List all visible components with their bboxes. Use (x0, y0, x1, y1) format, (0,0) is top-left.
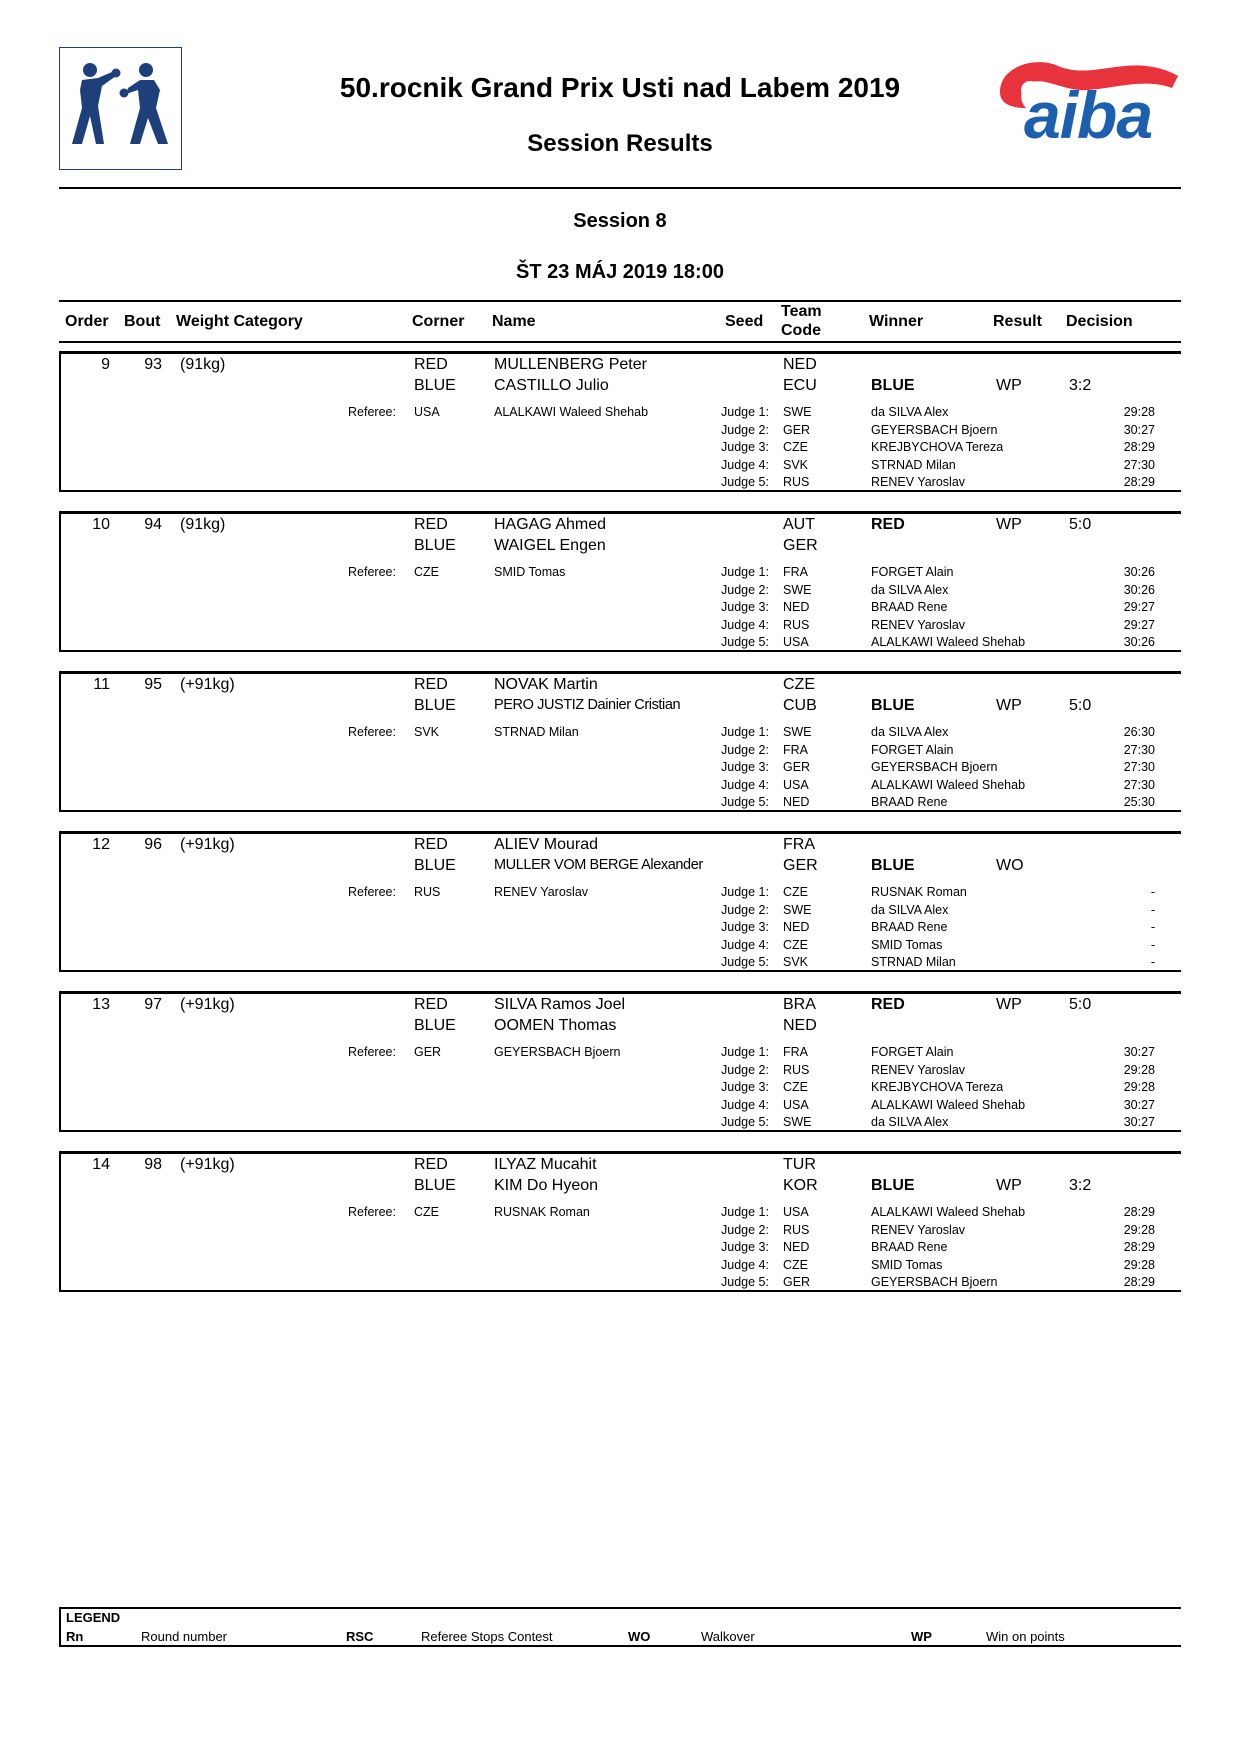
red-team-code: TUR (783, 1156, 816, 1173)
judge-label: Judge 3: (721, 600, 769, 614)
judge-name: da SILVA Alex (871, 582, 949, 597)
judge-label: Judge 2: (721, 582, 769, 597)
decision: 5:0 (1069, 516, 1092, 533)
judge-name: ALALKAWI Waleed Shehab (871, 635, 1026, 649)
judge-score: 30:27 (1123, 422, 1155, 437)
judge-score: 30:27 (1123, 1115, 1155, 1129)
event-title: 50.rocnik Grand Prix Usti nad Labem 2019 (339, 72, 901, 103)
result: WP (996, 996, 1022, 1013)
judge-label: Judge 1: (721, 725, 769, 739)
red-team-code: CZE (783, 676, 815, 693)
col-order: Order (65, 313, 109, 330)
judge-name: RENEV Yaroslav (871, 475, 966, 489)
legend-text-rsc: Referee Stops Contest (421, 1629, 553, 1644)
bout-number: 97 (144, 996, 162, 1013)
header-divider (59, 187, 1181, 189)
judge-code: FRA (783, 1045, 808, 1059)
bout-order: 11 (93, 676, 110, 693)
judge-name: FORGET Alain (871, 742, 954, 757)
winner: BLUE (871, 377, 915, 394)
weight-category: (+91kg) (180, 996, 235, 1013)
blue-boxer-name: OOMEN Thomas (494, 1017, 617, 1034)
bout-block (59, 671, 1181, 812)
judge-score: - (1150, 920, 1155, 934)
legend-code-wo: WO (628, 1629, 651, 1644)
referee-name: ALALKAWI Waleed Shehab (494, 405, 649, 419)
judge-label: Judge 4: (721, 617, 769, 632)
judge-code: SWE (783, 582, 812, 597)
judge-name: GEYERSBACH Bjoern (871, 1275, 998, 1289)
legend (59, 1607, 1181, 1647)
judge-code: USA (783, 635, 809, 649)
corner-red: RED (414, 1156, 448, 1173)
judge-name: RENEV Yaroslav (871, 617, 966, 632)
winner: BLUE (871, 857, 915, 874)
judge-label: Judge 2: (721, 1222, 769, 1237)
blue-boxer-name: WAIGEL Engen (494, 537, 606, 554)
blue-team-code: ECU (783, 377, 817, 394)
bout-block (59, 831, 1181, 972)
weight-category: (+91kg) (180, 676, 235, 693)
judge-score: 29:28 (1123, 1257, 1155, 1272)
col-team: Team (781, 303, 822, 320)
judge-name: da SILVA Alex (871, 725, 949, 739)
referee-code: CZE (414, 565, 439, 579)
result: WP (996, 697, 1022, 714)
judge-score: 28:29 (1123, 440, 1155, 454)
judge-code: SWE (783, 405, 812, 419)
judge-label: Judge 1: (721, 1205, 769, 1219)
corner-blue: BLUE (414, 1017, 456, 1034)
referee-label: Referee: (348, 565, 396, 579)
col-bout: Bout (124, 313, 161, 330)
judge-code: USA (783, 1097, 809, 1112)
referee-label: Referee: (348, 1205, 396, 1219)
result: WO (996, 857, 1024, 874)
judge-name: da SILVA Alex (871, 902, 949, 917)
corner-blue: BLUE (414, 1177, 456, 1194)
judge-name: KREJBYCHOVA Tereza (871, 1080, 1004, 1094)
col-name: Name (492, 313, 536, 330)
judge-label: Judge 1: (721, 1045, 769, 1059)
judge-score: - (1150, 885, 1155, 899)
judge-code: GER (783, 760, 811, 774)
judge-score: 29:28 (1123, 1080, 1155, 1094)
judge-label: Judge 2: (721, 1062, 769, 1077)
aiba-logo (996, 52, 1180, 164)
blue-boxer-name: KIM Do Hyeon (494, 1177, 599, 1194)
judge-code: CZE (783, 440, 808, 454)
blue-team-code: KOR (783, 1177, 818, 1194)
judge-label: Judge 4: (721, 777, 769, 792)
judge-name: STRNAD Milan (871, 457, 956, 472)
judge-label: Judge 3: (721, 440, 769, 454)
bout-block (59, 1151, 1181, 1292)
judge-code: NED (783, 1240, 810, 1254)
judge-code: CZE (783, 1080, 808, 1094)
col-result: Result (993, 313, 1042, 330)
bout-number: 96 (144, 836, 162, 853)
judge-score: 28:29 (1123, 475, 1155, 489)
judge-score: 27:30 (1123, 777, 1155, 792)
decision: 5:0 (1069, 996, 1092, 1013)
bout-number: 98 (144, 1156, 162, 1173)
judge-name: FORGET Alain (871, 1045, 954, 1059)
judge-score: 29:28 (1123, 405, 1155, 419)
judge-label: Judge 3: (721, 920, 769, 934)
aiba-wordmark: aiba (1024, 78, 1153, 152)
red-boxer-name: MULLENBERG Peter (494, 356, 647, 373)
bout-order: 14 (92, 1156, 110, 1173)
legend-title: LEGEND (66, 1610, 121, 1625)
legend-text-wo: Walkover (701, 1629, 755, 1644)
judge-code: CZE (783, 1257, 808, 1272)
referee-name: RUSNAK Roman (494, 1205, 590, 1219)
judge-code: RUS (783, 1222, 810, 1237)
judge-score: 27:30 (1123, 457, 1155, 472)
judge-code: NED (783, 920, 810, 934)
judge-label: Judge 5: (721, 795, 769, 809)
blue-boxer-name: MULLER VOM BERGE Alexander (494, 857, 703, 873)
red-team-code: NED (783, 356, 817, 373)
judge-label: Judge 5: (721, 475, 769, 489)
result: WP (996, 377, 1022, 394)
judge-code: SVK (783, 955, 809, 969)
bout-block (59, 351, 1181, 492)
judge-score: 30:27 (1123, 1097, 1155, 1112)
judge-code: FRA (783, 565, 808, 579)
referee-code: GER (414, 1045, 442, 1059)
judge-score: 29:27 (1123, 617, 1155, 632)
judge-name: SMID Tomas (871, 1257, 943, 1272)
judge-name: KREJBYCHOVA Tereza (871, 440, 1004, 454)
red-boxer-name: HAGAG Ahmed (494, 516, 607, 533)
judge-label: Judge 5: (721, 955, 769, 969)
judge-score: 25:30 (1123, 795, 1155, 809)
judge-code: RUS (783, 475, 810, 489)
winner: RED (871, 516, 905, 533)
judge-score: 29:28 (1123, 1222, 1155, 1237)
col-weight-category: Weight Category (176, 313, 303, 330)
judge-name: BRAAD Rene (871, 920, 948, 934)
winner: RED (871, 996, 905, 1013)
blue-team-code: NED (783, 1017, 817, 1034)
corner-blue: BLUE (414, 857, 456, 874)
corner-red: RED (414, 996, 448, 1013)
blue-boxer-name: PERO JUSTIZ Dainier Cristian (494, 697, 681, 713)
col-winner: Winner (869, 313, 924, 330)
judge-label: Judge 5: (721, 1275, 769, 1289)
referee-name: GEYERSBACH Bjoern (494, 1045, 621, 1059)
judge-label: Judge 3: (721, 1240, 769, 1254)
judge-name: GEYERSBACH Bjoern (871, 760, 998, 774)
session-title: Session 8 (573, 210, 667, 232)
judge-score: 29:27 (1123, 600, 1155, 614)
result: WP (996, 516, 1022, 533)
corner-red: RED (414, 356, 448, 373)
blue-team-code: GER (783, 537, 818, 554)
judge-name: SMID Tomas (871, 937, 943, 952)
weight-category: (91kg) (180, 356, 226, 373)
judge-name: STRNAD Milan (871, 955, 956, 969)
judge-code: SWE (783, 1115, 812, 1129)
judge-name: da SILVA Alex (871, 1115, 949, 1129)
judge-name: ALALKAWI Waleed Shehab (871, 1205, 1026, 1219)
judge-code: GER (783, 422, 811, 437)
judge-code: USA (783, 1205, 809, 1219)
legend-code-wp: WP (911, 1629, 932, 1644)
judge-label: Judge 1: (721, 885, 769, 899)
result: WP (996, 1177, 1022, 1194)
bout-order: 12 (92, 836, 110, 853)
referee-name: RENEV Yaroslav (494, 885, 589, 899)
referee-name: STRNAD Milan (494, 725, 579, 739)
judge-name: RENEV Yaroslav (871, 1222, 966, 1237)
bout-number: 94 (144, 516, 162, 533)
judge-name: RENEV Yaroslav (871, 1062, 966, 1077)
col-decision: Decision (1066, 313, 1133, 330)
bout-block (59, 511, 1181, 652)
judge-label: Judge 1: (721, 565, 769, 579)
weight-category: (+91kg) (180, 836, 235, 853)
red-team-code: BRA (783, 996, 816, 1013)
bout-block (59, 991, 1181, 1132)
judge-name: da SILVA Alex (871, 405, 949, 419)
referee-label: Referee: (348, 1045, 396, 1059)
bout-order: 9 (101, 356, 110, 373)
decision: 3:2 (1069, 1177, 1092, 1194)
judge-score: 26:30 (1123, 725, 1155, 739)
judge-code: RUS (783, 617, 810, 632)
legend-code-rn: Rn (66, 1629, 84, 1644)
session-date: ŠT 23 MÁJ 2019 18:00 (516, 261, 724, 283)
judge-label: Judge 4: (721, 457, 769, 472)
judge-code: USA (783, 777, 809, 792)
page-subtitle: Session Results (527, 130, 713, 157)
col-seed: Seed (725, 313, 764, 330)
referee-code: CZE (414, 1205, 439, 1219)
blue-team-code: GER (783, 857, 818, 874)
judge-name: ALALKAWI Waleed Shehab (871, 1097, 1026, 1112)
judge-score: - (1150, 955, 1155, 969)
blue-team-code: CUB (783, 697, 817, 714)
bout-order: 10 (92, 516, 110, 533)
judge-name: BRAAD Rene (871, 600, 948, 614)
judge-code: CZE (783, 885, 808, 899)
legend-code-rsc: RSC (346, 1629, 374, 1644)
red-boxer-name: ILYAZ Mucahit (494, 1156, 597, 1173)
red-boxer-name: NOVAK Martin (494, 676, 598, 693)
referee-name: SMID Tomas (494, 565, 566, 579)
judge-label: Judge 2: (721, 902, 769, 917)
judge-code: CZE (783, 937, 808, 952)
judge-code: NED (783, 795, 810, 809)
judge-score: 28:29 (1123, 1205, 1155, 1219)
legend-text-rn: Round number (141, 1629, 227, 1644)
corner-red: RED (414, 516, 448, 533)
corner-blue: BLUE (414, 537, 456, 554)
corner-blue: BLUE (414, 697, 456, 714)
weight-category: (+91kg) (180, 1156, 235, 1173)
judge-score: 30:27 (1123, 1045, 1155, 1059)
judge-score: - (1150, 902, 1155, 917)
judge-score: 27:30 (1123, 742, 1155, 757)
referee-code: SVK (414, 725, 440, 739)
col-corner: Corner (412, 313, 465, 330)
legend-text-wp: Win on points (986, 1629, 1065, 1644)
corner-red: RED (414, 676, 448, 693)
judge-label: Judge 2: (721, 422, 769, 437)
judge-name: GEYERSBACH Bjoern (871, 422, 998, 437)
judge-score: 28:29 (1123, 1240, 1155, 1254)
corner-red: RED (414, 836, 448, 853)
results-table-header (59, 300, 1181, 343)
judge-label: Judge 4: (721, 937, 769, 952)
referee-label: Referee: (348, 405, 396, 419)
judge-code: SWE (783, 902, 812, 917)
judge-label: Judge 5: (721, 1115, 769, 1129)
judge-code: SWE (783, 725, 812, 739)
referee-code: RUS (414, 885, 441, 899)
corner-blue: BLUE (414, 377, 456, 394)
judge-score: 29:28 (1123, 1062, 1155, 1077)
red-boxer-name: SILVA Ramos Joel (494, 996, 626, 1013)
judge-name: BRAAD Rene (871, 1240, 948, 1254)
winner: BLUE (871, 1177, 915, 1194)
decision: 3:2 (1069, 377, 1092, 394)
judge-score: 30:26 (1123, 582, 1155, 597)
judge-code: RUS (783, 1062, 810, 1077)
referee-label: Referee: (348, 885, 396, 899)
referee-code: USA (414, 405, 440, 419)
judge-name: RUSNAK Roman (871, 885, 967, 899)
red-team-code: FRA (783, 836, 815, 853)
judge-score: 27:30 (1123, 760, 1155, 774)
judge-code: NED (783, 600, 810, 614)
judge-code: GER (783, 1275, 811, 1289)
judge-code: FRA (783, 742, 808, 757)
judge-label: Judge 3: (721, 760, 769, 774)
red-team-code: AUT (783, 516, 815, 533)
winner: BLUE (871, 697, 915, 714)
red-boxer-name: ALIEV Mourad (494, 836, 599, 853)
judge-name: ALALKAWI Waleed Shehab (871, 777, 1026, 792)
judge-score: 30:26 (1123, 635, 1155, 649)
judge-label: Judge 4: (721, 1097, 769, 1112)
judge-name: FORGET Alain (871, 565, 954, 579)
decision: 5:0 (1069, 697, 1092, 714)
bout-number: 93 (144, 356, 162, 373)
bout-number: 95 (144, 676, 162, 693)
weight-category: (91kg) (180, 516, 226, 533)
judge-label: Judge 5: (721, 635, 769, 649)
judge-score: 30:26 (1123, 565, 1155, 579)
judge-code: SVK (783, 457, 809, 472)
blue-boxer-name: CASTILLO Julio (494, 377, 609, 394)
judge-label: Judge 3: (721, 1080, 769, 1094)
judge-label: Judge 1: (721, 405, 769, 419)
judge-label: Judge 4: (721, 1257, 769, 1272)
referee-label: Referee: (348, 725, 396, 739)
judge-name: BRAAD Rene (871, 795, 948, 809)
judge-label: Judge 2: (721, 742, 769, 757)
col-code: Code (781, 322, 821, 339)
judge-score: 28:29 (1123, 1275, 1155, 1289)
bout-order: 13 (92, 996, 110, 1013)
judge-score: - (1150, 937, 1155, 952)
